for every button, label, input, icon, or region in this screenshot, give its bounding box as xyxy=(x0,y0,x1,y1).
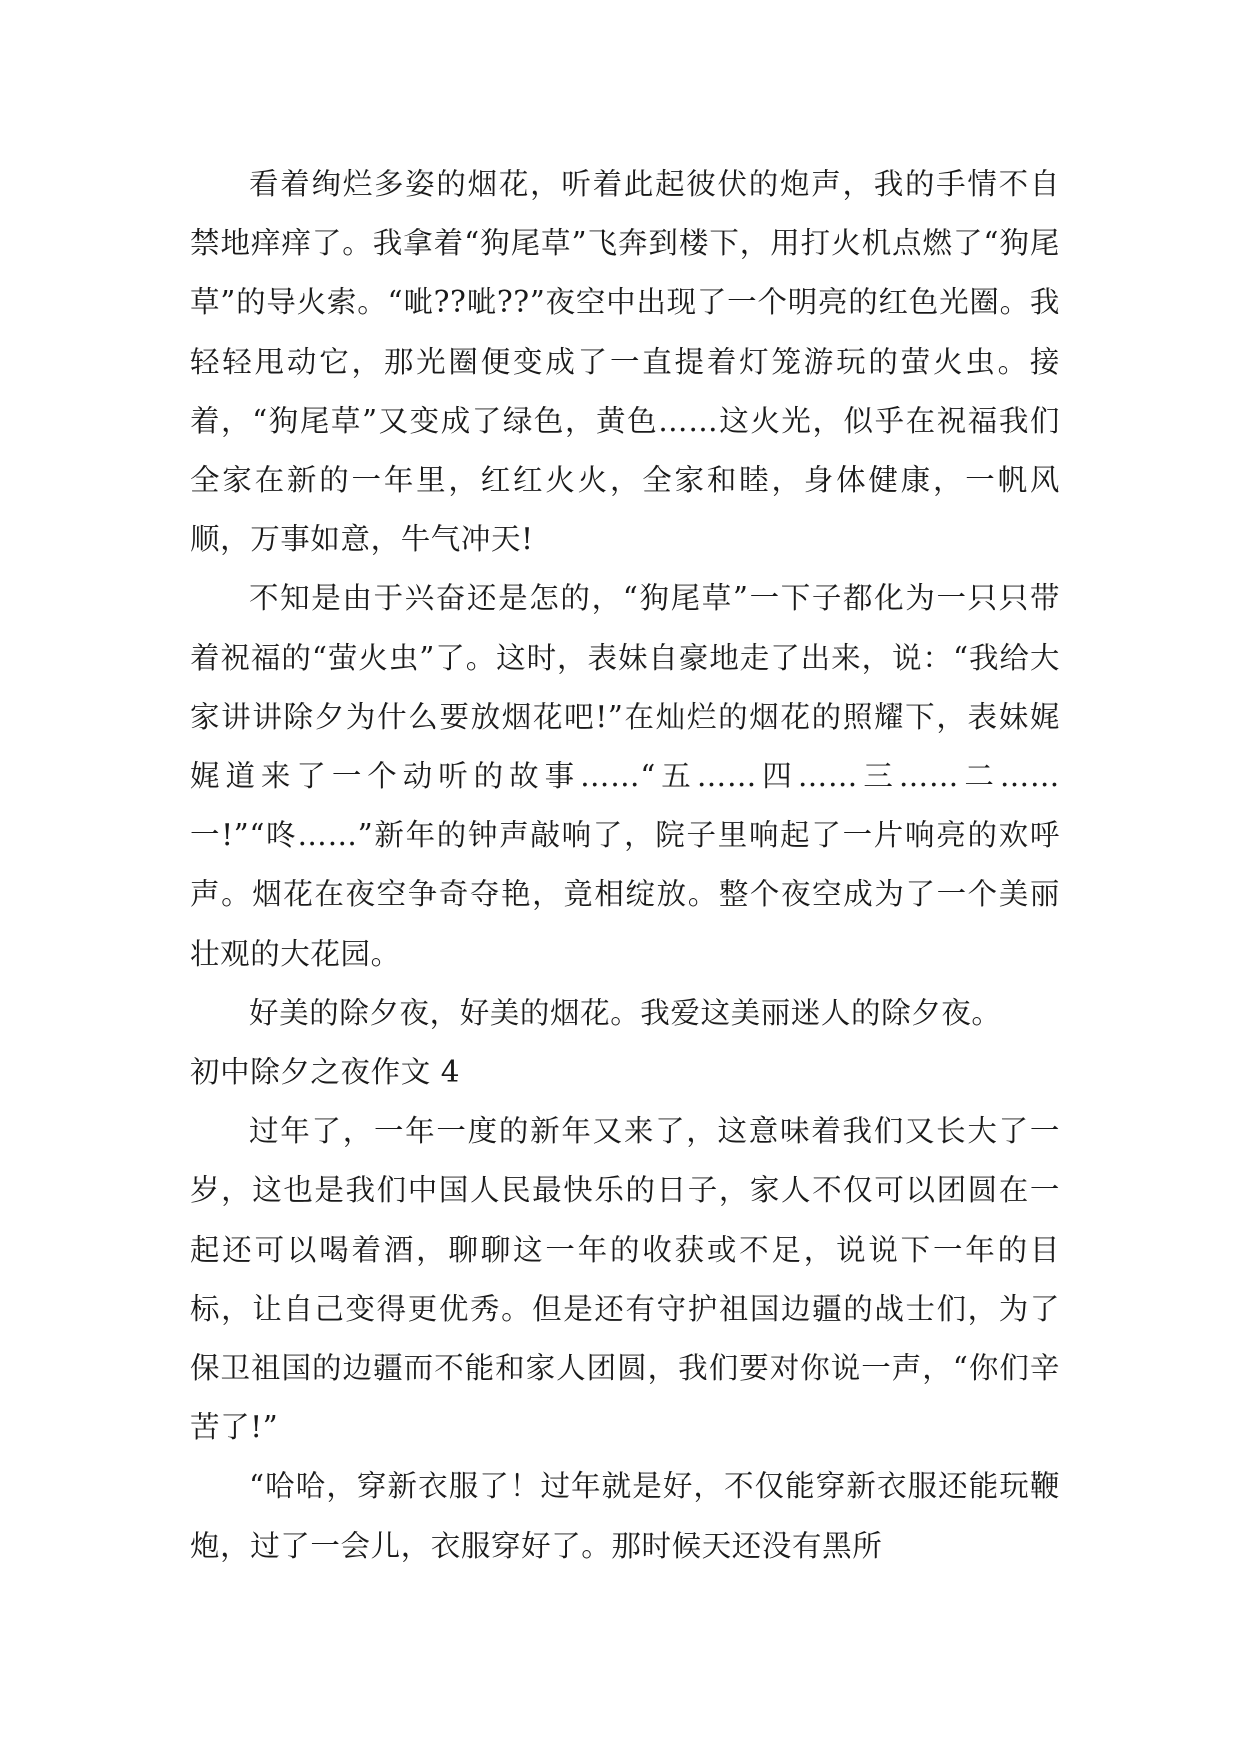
paragraph-new-year: 过年了，一年一度的新年又来了，这意味着我们又长大了一岁，这也是我们中国人民最快乐的日子，家人不仅可以团圆在一起还可以喝着酒，聊聊这一年的收获或不足，说说下一年的目标，让自己变得更优秀。但是还有守护祖国边疆的战士们，为了保卫祖国的边疆而不能和家人团圆，我们要对你说一声，“你们辛苦了!” xyxy=(190,1114,1060,1445)
paragraph-new-clothes: “哈哈，穿新衣服了！过年就是好，不仅能穿新衣服还能玩鞭炮，过了一会儿，衣服穿好了。那时候天还没有黑所 xyxy=(190,1469,1060,1563)
paragraph-conclusion: 好美的除夕夜，好美的烟花。我爱这美丽迷人的除夕夜。 xyxy=(249,995,1002,1030)
essay-heading: 初中除夕之夜作文 4 xyxy=(190,1055,461,1090)
paragraph-cousin-story: 不知是由于兴奋还是怎的，“狗尾草”一下子都化为一只只带着祝福的“萤火虫”了。这时，表妹自豪地走了出来，说：“我给大家讲讲除夕为什么要放烟花吧!”在灿烂的烟花的照耀下，表妹娓娓道来了一个动听的故事……“五……四……三……二……一!”“咚……”新年的钟声敲响了，院子里响起了一片响亮的欢呼声。烟花在夜空争奇夺艳，竟相绽放。整个夜空成为了一个美丽壮观的大花园。 xyxy=(190,581,1060,971)
document-body xyxy=(190,155,1060,1576)
paragraph-fireworks: 看着绚烂多姿的烟花，听着此起彼伏的炮声，我的手情不自禁地痒痒了。我拿着“狗尾草”飞奔到楼下，用打火机点燃了“狗尾草”的导火索。“呲??呲??”夜空中出现了一个明亮的红色光圈。我轻轻甩动它，那光圈便变成了一直提着灯笼游玩的萤火虫。接着，“狗尾草”又变成了绿色，黄色……这火光，似乎在祝福我们全家在新的一年里，红红火火，全家和睦，身体健康，一帆风顺，万事如意，牛气冲天! xyxy=(190,167,1060,557)
